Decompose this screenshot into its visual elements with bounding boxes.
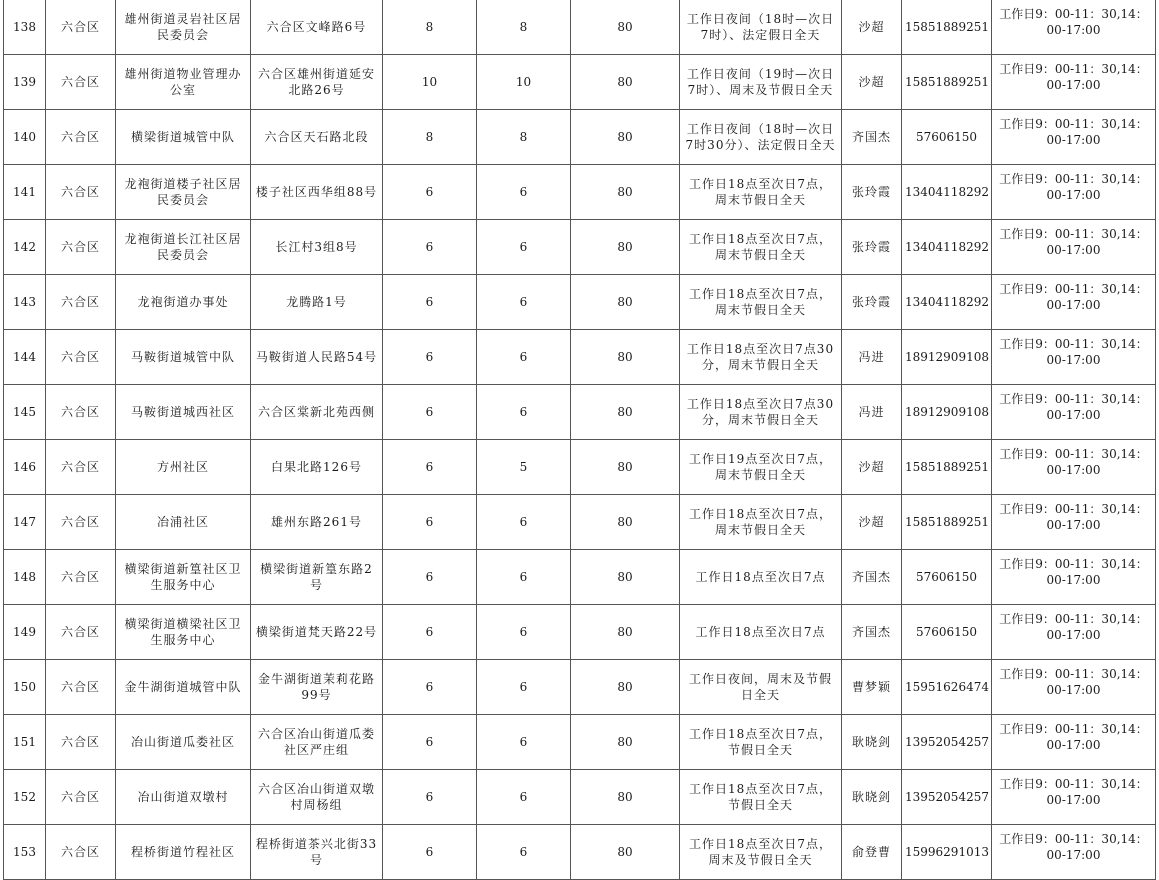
table-row [4,110,1156,165]
row-number-cell[interactable]: 138 [4,0,46,55]
office-hours-cell[interactable]: 工作日9：00-11：30,14：00-17:00 [992,495,1156,550]
office-hours-cell[interactable]: 工作日9：00-11：30,14：00-17:00 [992,165,1156,220]
value-cell[interactable]: 80 [571,550,680,605]
open-time-cell[interactable]: 工作日夜间，周末及节假日全天 [680,660,842,715]
phone-cell[interactable]: 18912909108 [902,385,992,440]
phone-cell[interactable]: 57606150 [902,605,992,660]
count-cell[interactable]: 6 [383,825,477,880]
phone-cell[interactable]: 15851889251 [902,440,992,495]
contact-person-cell[interactable]: 冯进 [842,330,902,385]
value-cell[interactable]: 80 [571,825,680,880]
address-cell[interactable]: 长江村3组8号 [251,220,383,275]
row-number-cell[interactable]: 140 [4,110,46,165]
contact-person-cell[interactable]: 耿晓剑 [842,715,902,770]
count-cell[interactable]: 6 [477,330,571,385]
site-name-cell[interactable]: 雄州街道灵岩社区居民委员会 [116,0,251,55]
table-row [4,715,1156,770]
site-name-cell[interactable]: 横梁街道城管中队 [116,110,251,165]
count-cell[interactable]: 6 [383,165,477,220]
site-name-cell[interactable]: 马鞍街道城管中队 [116,330,251,385]
district-cell[interactable]: 六合区 [46,550,116,605]
site-name-cell[interactable]: 龙袍街道楼子社区居民委员会 [116,165,251,220]
phone-cell[interactable]: 15951626474 [902,660,992,715]
table-row [4,605,1156,660]
row-number-cell[interactable]: 153 [4,825,46,880]
address-cell[interactable]: 雄州东路261号 [251,495,383,550]
count-cell[interactable]: 10 [383,55,477,110]
district-cell[interactable]: 六合区 [46,55,116,110]
site-name-cell[interactable]: 方州社区 [116,440,251,495]
table-row [4,385,1156,440]
office-hours-cell[interactable]: 工作日9：00-11：30,14：00-17:00 [992,330,1156,385]
address-cell[interactable]: 程桥街道茶兴北街33号 [251,825,383,880]
address-cell[interactable]: 六合区天石路北段 [251,110,383,165]
open-time-cell[interactable]: 工作日18点至次日7点 [680,550,842,605]
row-number-cell[interactable]: 144 [4,330,46,385]
count-cell[interactable]: 6 [383,605,477,660]
count-cell[interactable]: 6 [383,660,477,715]
value-cell[interactable]: 80 [571,495,680,550]
address-cell[interactable]: 楼子社区西华组88号 [251,165,383,220]
address-cell[interactable]: 六合区冶山街道瓜娄社区严庄组 [251,715,383,770]
open-time-cell[interactable]: 工作日夜间（19时—次日7时）、周末及节假日全天 [680,55,842,110]
contact-person-cell[interactable]: 沙超 [842,440,902,495]
count-cell[interactable]: 6 [477,825,571,880]
table-row [4,550,1156,605]
count-cell[interactable]: 6 [477,165,571,220]
contact-person-cell[interactable]: 张玲霞 [842,165,902,220]
count-cell[interactable]: 8 [383,110,477,165]
row-number-cell[interactable]: 139 [4,55,46,110]
open-time-cell[interactable]: 工作日18点至次日7点30分，周末节假日全天 [680,330,842,385]
open-time-cell[interactable]: 工作日18点至次日7点，节假日全天 [680,770,842,825]
count-cell[interactable]: 6 [477,715,571,770]
contact-person-cell[interactable]: 沙超 [842,55,902,110]
site-name-cell[interactable]: 雄州街道物业管理办公室 [116,55,251,110]
phone-cell[interactable]: 15996291013 [902,825,992,880]
address-cell[interactable]: 六合区冶山街道双墩村周杨组 [251,770,383,825]
count-cell[interactable]: 6 [477,660,571,715]
table-row [4,660,1156,715]
district-cell[interactable]: 六合区 [46,0,116,55]
site-name-cell[interactable]: 横梁街道横梁社区卫生服务中心 [116,605,251,660]
contact-person-cell[interactable]: 沙超 [842,0,902,55]
open-time-cell[interactable]: 工作日18点至次日7点，周末节假日全天 [680,495,842,550]
office-hours-cell[interactable]: 工作日9：00-11：30,14：00-17:00 [992,440,1156,495]
contact-person-cell[interactable]: 沙超 [842,495,902,550]
site-name-cell[interactable]: 龙袍街道办事处 [116,275,251,330]
office-hours-cell[interactable]: 工作日9：00-11：30,14：00-17:00 [992,825,1156,880]
phone-cell[interactable]: 15851889251 [902,495,992,550]
address-cell[interactable]: 金牛湖街道茉莉花路99号 [251,660,383,715]
row-number-cell[interactable]: 152 [4,770,46,825]
count-cell[interactable]: 6 [477,385,571,440]
phone-cell[interactable]: 15851889251 [902,0,992,55]
value-cell[interactable]: 80 [571,440,680,495]
row-number-cell[interactable]: 146 [4,440,46,495]
table-row [4,165,1156,220]
phone-cell[interactable]: 13952054257 [902,770,992,825]
table-row [4,220,1156,275]
count-cell[interactable]: 6 [477,605,571,660]
count-cell[interactable]: 6 [477,770,571,825]
row-number-cell[interactable]: 143 [4,275,46,330]
district-cell[interactable]: 六合区 [46,715,116,770]
count-cell[interactable]: 6 [383,385,477,440]
site-name-cell[interactable]: 冶山街道瓜娄社区 [116,715,251,770]
contact-person-cell[interactable]: 齐国杰 [842,550,902,605]
office-hours-cell[interactable]: 工作日9：00-11：30,14：00-17:00 [992,220,1156,275]
phone-cell[interactable]: 57606150 [902,550,992,605]
count-cell[interactable]: 10 [477,55,571,110]
value-cell[interactable]: 80 [571,385,680,440]
count-cell[interactable]: 6 [383,330,477,385]
address-cell[interactable]: 六合区文峰路6号 [251,0,383,55]
contact-person-cell[interactable]: 冯进 [842,385,902,440]
count-cell[interactable]: 6 [383,495,477,550]
contact-person-cell[interactable]: 俞登曹 [842,825,902,880]
district-cell[interactable]: 六合区 [46,165,116,220]
value-cell[interactable]: 80 [571,330,680,385]
row-number-cell[interactable]: 142 [4,220,46,275]
site-name-cell[interactable]: 程桥街道竹程社区 [116,825,251,880]
value-cell[interactable]: 80 [571,605,680,660]
address-cell[interactable]: 白果北路126号 [251,440,383,495]
value-cell[interactable]: 80 [571,165,680,220]
address-cell[interactable]: 龙腾路1号 [251,275,383,330]
office-hours-cell[interactable]: 工作日9：00-11：30,14：00-17:00 [992,715,1156,770]
count-cell[interactable]: 6 [383,220,477,275]
contact-person-cell[interactable]: 曹梦颖 [842,660,902,715]
contact-person-cell[interactable]: 耿晓剑 [842,770,902,825]
district-cell[interactable]: 六合区 [46,220,116,275]
phone-cell[interactable]: 15851889251 [902,55,992,110]
table-row [4,330,1156,385]
address-cell[interactable]: 横梁街道新篁东路2号 [251,550,383,605]
office-hours-cell[interactable]: 工作日9：00-11：30,14：00-17:00 [992,770,1156,825]
value-cell[interactable]: 80 [571,275,680,330]
district-cell[interactable]: 六合区 [46,770,116,825]
district-cell[interactable]: 六合区 [46,660,116,715]
phone-cell[interactable]: 18912909108 [902,330,992,385]
value-cell[interactable]: 80 [571,660,680,715]
open-time-cell[interactable]: 工作日夜间（18时—次日7时）、法定假日全天 [680,0,842,55]
table-row [4,55,1156,110]
table-row [4,770,1156,825]
district-cell[interactable]: 六合区 [46,605,116,660]
site-name-cell[interactable]: 冶山街道双墩村 [116,770,251,825]
district-cell[interactable]: 六合区 [46,495,116,550]
office-hours-cell[interactable]: 工作日9：00-11：30,14：00-17:00 [992,110,1156,165]
phone-cell[interactable]: 13404118292 [902,220,992,275]
count-cell[interactable]: 6 [477,550,571,605]
row-number-cell[interactable]: 141 [4,165,46,220]
contact-person-cell[interactable]: 张玲霞 [842,275,902,330]
phone-cell[interactable]: 57606150 [902,110,992,165]
open-time-cell[interactable]: 工作日19点至次日7点，周末节假日全天 [680,440,842,495]
office-hours-cell[interactable]: 工作日9：00-11：30,14：00-17:00 [992,55,1156,110]
district-cell[interactable]: 六合区 [46,330,116,385]
count-cell[interactable]: 6 [383,440,477,495]
district-cell[interactable]: 六合区 [46,440,116,495]
contact-person-cell[interactable]: 齐国杰 [842,605,902,660]
site-name-cell[interactable]: 冶浦社区 [116,495,251,550]
office-hours-cell[interactable]: 工作日9：00-11：30,14：00-17:00 [992,385,1156,440]
row-number-cell[interactable]: 145 [4,385,46,440]
office-hours-cell[interactable]: 工作日9：00-11：30,14：00-17:00 [992,0,1156,55]
count-cell[interactable]: 6 [383,770,477,825]
count-cell[interactable]: 8 [477,0,571,55]
site-name-cell[interactable]: 横梁街道新篁社区卫生服务中心 [116,550,251,605]
district-cell[interactable]: 六合区 [46,825,116,880]
value-cell[interactable]: 80 [571,110,680,165]
address-cell[interactable]: 六合区棠新北苑西侧 [251,385,383,440]
table-row [4,0,1156,55]
count-cell[interactable]: 6 [477,495,571,550]
value-cell[interactable]: 80 [571,55,680,110]
count-cell[interactable]: 5 [477,440,571,495]
office-hours-cell[interactable]: 工作日9：00-11：30,14：00-17:00 [992,275,1156,330]
open-time-cell[interactable]: 工作日18点至次日7点，周末节假日全天 [680,165,842,220]
office-hours-cell[interactable]: 工作日9：00-11：30,14：00-17:00 [992,605,1156,660]
value-cell[interactable]: 80 [571,0,680,55]
office-hours-cell[interactable]: 工作日9：00-11：30,14：00-17:00 [992,550,1156,605]
row-number-cell[interactable]: 147 [4,495,46,550]
address-cell[interactable]: 六合区雄州街道延安北路26号 [251,55,383,110]
contact-person-cell[interactable]: 张玲霞 [842,220,902,275]
phone-cell[interactable]: 13404118292 [902,275,992,330]
table-row [4,825,1156,880]
phone-cell[interactable]: 13404118292 [902,165,992,220]
value-cell[interactable]: 80 [571,715,680,770]
row-number-cell[interactable]: 151 [4,715,46,770]
open-time-cell[interactable]: 工作日18点至次日7点，周末节假日全天 [680,220,842,275]
district-cell[interactable]: 六合区 [46,385,116,440]
table-row [4,275,1156,330]
count-cell[interactable]: 6 [383,275,477,330]
site-name-cell[interactable]: 龙袍街道长江社区居民委员会 [116,220,251,275]
count-cell[interactable]: 8 [383,0,477,55]
count-cell[interactable]: 6 [383,550,477,605]
open-time-cell[interactable]: 工作日18点至次日7点30分，周末节假日全天 [680,385,842,440]
office-hours-cell[interactable]: 工作日9：00-11：30,14：00-17:00 [992,660,1156,715]
row-number-cell[interactable]: 149 [4,605,46,660]
address-cell[interactable]: 马鞍街道人民路54号 [251,330,383,385]
site-name-cell[interactable]: 金牛湖街道城管中队 [116,660,251,715]
open-time-cell[interactable]: 工作日18点至次日7点，周末及节假日全天 [680,825,842,880]
phone-cell[interactable]: 13952054257 [902,715,992,770]
open-time-cell[interactable]: 工作日夜间（18时—次日7时30分）、法定假日全天 [680,110,842,165]
site-name-cell[interactable]: 马鞍街道城西社区 [116,385,251,440]
value-cell[interactable]: 80 [571,220,680,275]
count-cell[interactable]: 6 [477,275,571,330]
count-cell[interactable]: 6 [477,220,571,275]
row-number-cell[interactable]: 148 [4,550,46,605]
table-body [4,0,1156,880]
parking-lot-table [3,0,1156,880]
open-time-cell[interactable]: 工作日18点至次日7点，节假日全天 [680,715,842,770]
contact-person-cell[interactable]: 齐国杰 [842,110,902,165]
count-cell[interactable]: 8 [477,110,571,165]
open-time-cell[interactable]: 工作日18点至次日7点 [680,605,842,660]
open-time-cell[interactable]: 工作日18点至次日7点，周末节假日全天 [680,275,842,330]
district-cell[interactable]: 六合区 [46,275,116,330]
table-row [4,495,1156,550]
count-cell[interactable]: 6 [383,715,477,770]
value-cell[interactable]: 80 [571,770,680,825]
district-cell[interactable]: 六合区 [46,110,116,165]
table-row [4,440,1156,495]
row-number-cell[interactable]: 150 [4,660,46,715]
address-cell[interactable]: 横梁街道梵天路22号 [251,605,383,660]
